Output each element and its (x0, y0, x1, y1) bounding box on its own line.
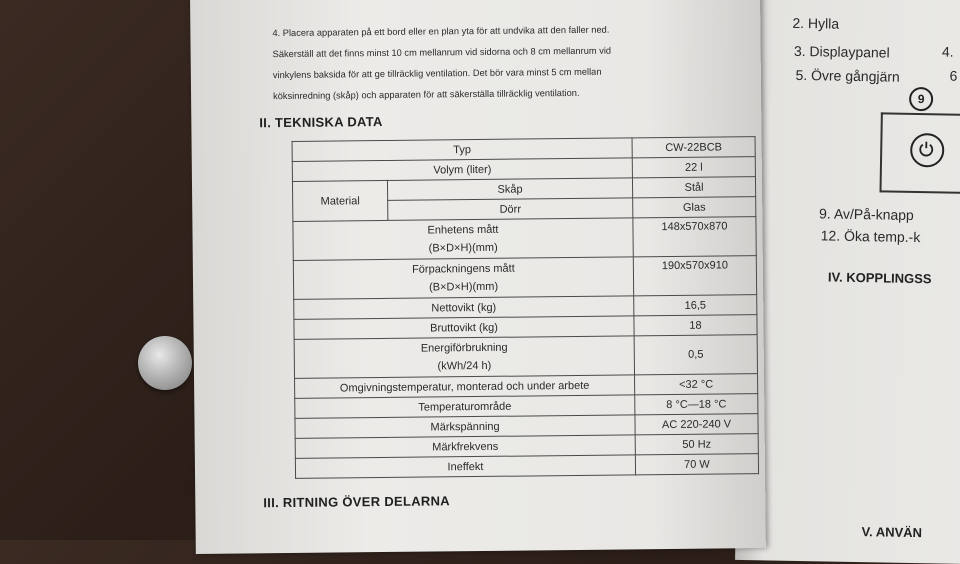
parts-item-6: 6 (949, 68, 957, 84)
spec-value-voltage: AC 220-240 V (635, 414, 758, 435)
section-heading-technical-data: II. TEKNISKA DATA (259, 114, 382, 130)
spec-label-package-dimensions (293, 257, 633, 300)
spec-label-door: Dörr (388, 198, 633, 221)
spec-label-temp-range: Temperaturområde (295, 395, 635, 419)
spec-value-gross-weight: 18 (634, 315, 757, 336)
spec-value-temp-range: 8 °C—18 °C (635, 394, 758, 415)
spec-label-gross-weight: Bruttovikt (kg) (294, 316, 634, 340)
spec-value-unit-dimensions: 148x570x870 (633, 217, 756, 257)
spec-label-energy-1: Energiförbrukning (421, 342, 508, 355)
spec-label-energy-2: (kWh/24 h) (437, 360, 491, 373)
parts-item-upper-hinge: 5. Övre gångjärn (795, 67, 900, 85)
section-heading-iv: IV. KOPPLINGSS (828, 269, 932, 286)
instruction-line-1: 4. Placera apparaten på ett bord eller en plan yta för att undvika att den faller ned. (272, 25, 609, 39)
spec-label-ambient-temp: Omgivningstemperatur, monterad och under arbete (295, 375, 635, 399)
spec-label-net-weight: Nettovikt (kg) (294, 296, 634, 320)
table-row (294, 335, 757, 379)
spec-value-frequency: 50 Hz (635, 434, 758, 455)
table-row (293, 217, 756, 261)
spec-label-unit-dimensions-2: (B×D×H)(mm) (429, 242, 498, 255)
section-heading-v: V. ANVÄN (861, 524, 922, 540)
placement-instructions (272, 18, 723, 107)
spec-label-package-dimensions-2: (B×D×H)(mm) (429, 281, 498, 294)
section-heading-parts-drawing: III. RITNING ÖVER DELARNA (263, 493, 450, 510)
button-number-label: 9 (909, 87, 933, 111)
parts-item-4: 4. (942, 43, 954, 59)
spec-value-net-weight: 16,5 (634, 295, 757, 316)
parts-item-shelf: 2. Hylla (792, 15, 839, 32)
spec-value-type: CW-22BCB (632, 137, 755, 158)
spec-label-input-power: Ineffekt (295, 455, 635, 479)
technical-data-table (292, 136, 760, 479)
spec-value-ambient-temp: <32 °C (635, 374, 758, 395)
spec-label-energy (294, 336, 634, 379)
table-row (293, 256, 756, 300)
desk-metal-ring (138, 336, 192, 390)
spec-label-voltage: Märkspänning (295, 415, 635, 439)
instruction-line-3: vinkylens baksida för att ge tillräcklig ventilation. Det bör vara minst 5 cm mellan (273, 67, 602, 80)
spec-label-unit-dimensions (293, 218, 633, 261)
parts-item-power-button: 9. Av/På-knapp (819, 205, 914, 223)
spec-value-input-power: 70 W (635, 454, 758, 475)
spec-value-door: Glas (633, 197, 756, 218)
spec-label-volume: Volym (liter) (292, 158, 632, 182)
right-page (735, 0, 960, 564)
spec-label-material: Material (292, 180, 387, 221)
spec-label-frequency: Märkfrekvens (295, 435, 635, 459)
instruction-line-2: Säkerställ att det finns minst 10 cm mellanrum vid sidorna och 8 cm mellanrum vid (273, 46, 612, 60)
table-row (295, 454, 758, 479)
spec-value-volume: 22 l (632, 157, 755, 178)
spec-value-energy: 0,5 (634, 335, 757, 375)
spec-label-type: Typ (292, 138, 632, 162)
spec-label-cabinet: Skåp (387, 178, 632, 201)
spec-label-package-dimensions-1: Förpackningens mått (412, 263, 515, 276)
manual-page (190, 0, 766, 554)
spec-value-cabinet: Stål (632, 177, 755, 198)
parts-item-increase-temp: 12. Öka temp.-k (821, 227, 921, 245)
parts-item-display-panel: 3. Displaypanel (794, 43, 890, 61)
spec-label-unit-dimensions-1: Enhetens mått (427, 224, 498, 237)
instruction-line-4: köksinredning (skåp) och apparaten för att säkerställa tillräcklig ventilation. (273, 88, 580, 101)
spec-value-package-dimensions: 190x570x910 (633, 256, 756, 296)
